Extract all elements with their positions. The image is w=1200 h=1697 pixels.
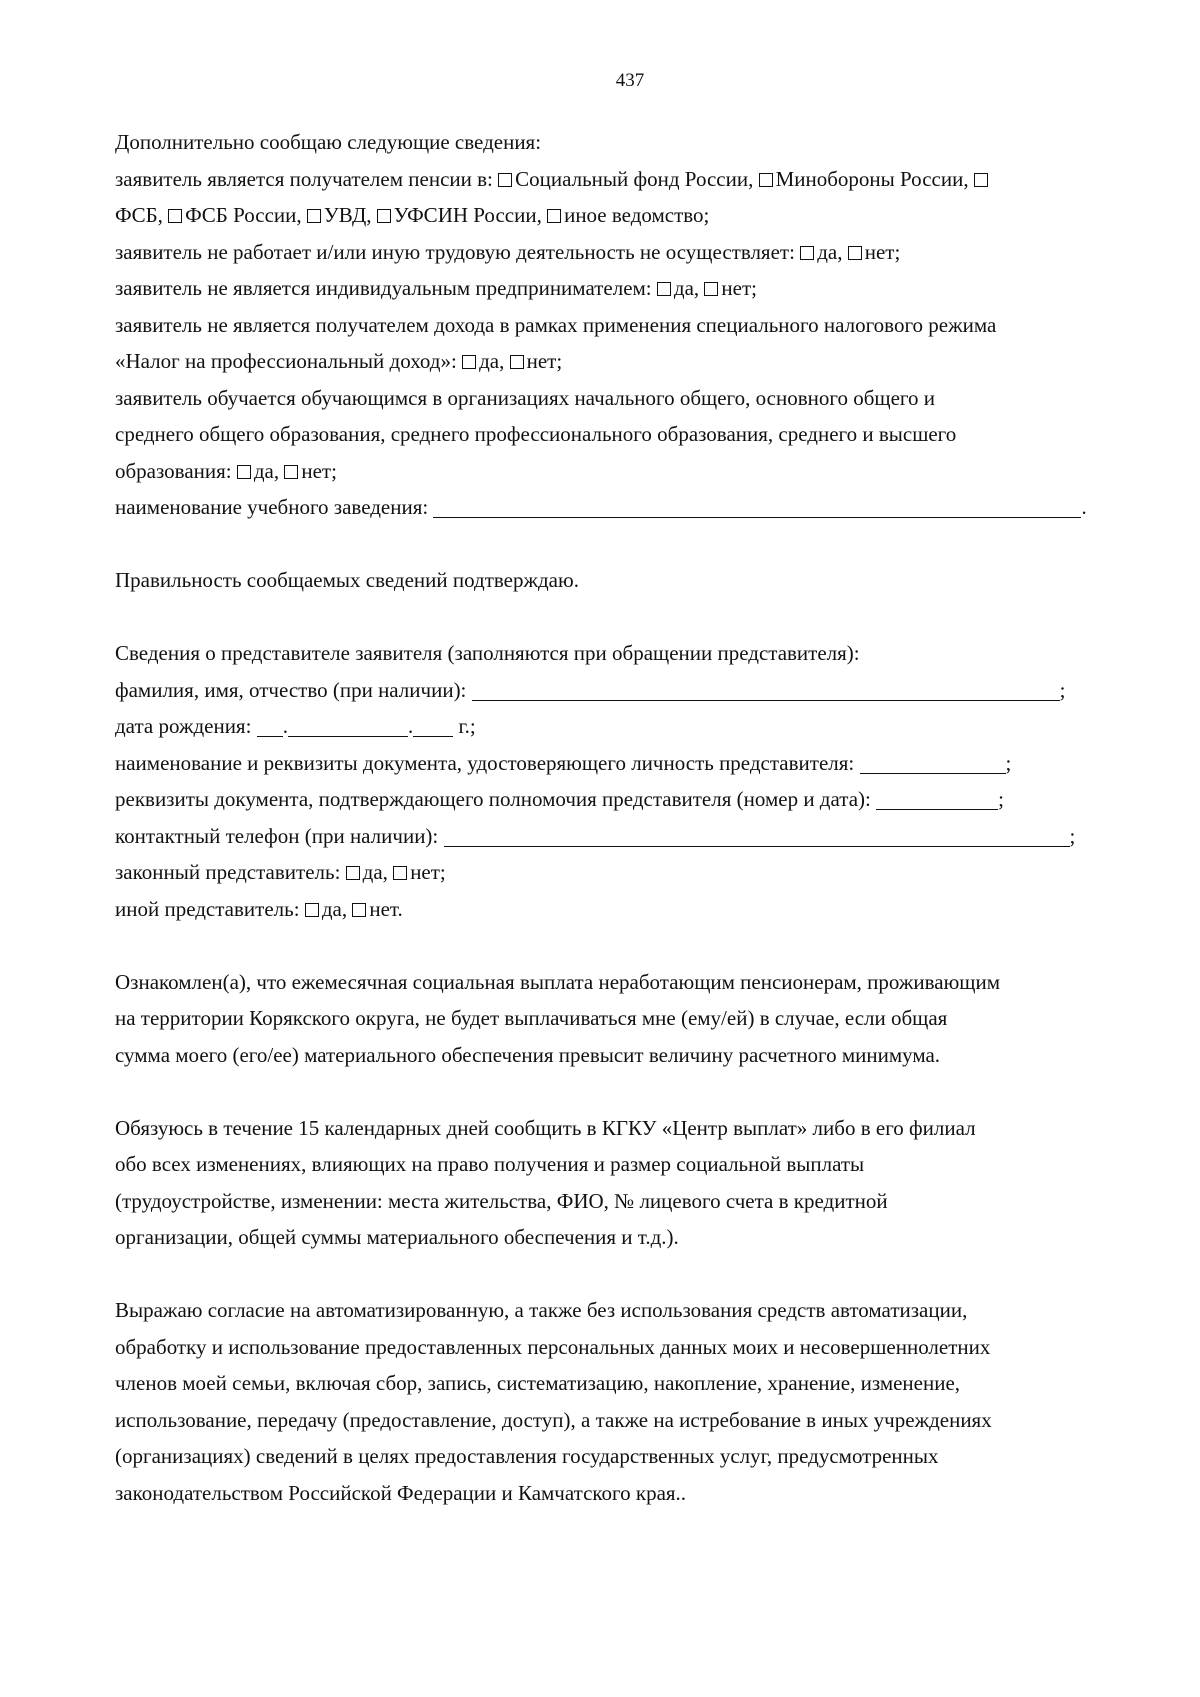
rep-full-name-row bbox=[115, 672, 1155, 709]
pension-uvd-label: УВД, bbox=[323, 203, 372, 227]
not-working-yes-checkbox[interactable] bbox=[800, 246, 814, 260]
rep-authority-doc-label: реквизиты документа, подтверждающего полномочия представителя (номер и дата): bbox=[115, 787, 871, 811]
student-no-checkbox[interactable] bbox=[284, 465, 298, 479]
no-label: нет; bbox=[301, 458, 337, 483]
school-name-row bbox=[115, 489, 1155, 526]
self-employed-yes-checkbox[interactable] bbox=[462, 355, 476, 369]
additional-info-intro: Дополнительно сообщаю следующие сведения: bbox=[115, 130, 542, 154]
rep-phone-label: контактный телефон (при наличии): bbox=[115, 823, 439, 848]
separator: . bbox=[282, 714, 288, 738]
consent-line-2: обработку и использование предоставленных персональных данных моих и несовершеннолетних bbox=[115, 1334, 991, 1359]
not-entrepreneur-label: заявитель не является индивидуальным предпринимателем: bbox=[115, 276, 652, 300]
consent-line-6: законодательством Российской Федерации и Камчатского края.. bbox=[115, 1480, 687, 1505]
acknowledgement-line-3: сумма моего (его/ее) материального обеспечения превысит величину расчетного минимума. bbox=[115, 1042, 941, 1067]
period: . bbox=[1081, 495, 1087, 519]
yes-label: да, bbox=[673, 276, 700, 300]
yes-label: да, bbox=[817, 239, 843, 264]
document-body bbox=[115, 124, 1155, 1511]
page-number: 437 bbox=[615, 70, 645, 91]
separator: . bbox=[407, 714, 414, 738]
rep-other-row bbox=[115, 891, 1155, 928]
school-name-label: наименование учебного заведения: bbox=[115, 495, 429, 519]
birth-month-field[interactable] bbox=[288, 714, 408, 737]
pension-fsb-russia-checkbox[interactable] bbox=[168, 209, 182, 223]
rep-birth-date-row bbox=[115, 708, 1155, 745]
semicolon: ; bbox=[998, 787, 1004, 811]
self-employed-row-2 bbox=[115, 343, 1155, 380]
birth-year-field[interactable] bbox=[413, 714, 453, 737]
no-label: нет; bbox=[721, 276, 757, 300]
pension-other-label: иное ведомство; bbox=[564, 203, 710, 227]
rep-full-name-field[interactable] bbox=[472, 678, 1060, 701]
rep-full-name-label: фамилия, имя, отчество (при наличии): bbox=[115, 677, 467, 702]
rep-identity-doc-label: наименование и реквизиты документа, удостоверяющего личность представителя: bbox=[115, 750, 855, 775]
confirmation-text: Правильность сообщаемых сведений подтверждаю. bbox=[115, 568, 579, 592]
pension-sfr-label: Социальный фонд России, bbox=[515, 166, 754, 191]
rep-other-yes-checkbox[interactable] bbox=[305, 903, 319, 917]
yes-label: да, bbox=[362, 860, 388, 884]
obligation-line-3: (трудоустройстве, изменении: места жительства, ФИО, № лицевого счета в кредитной bbox=[115, 1188, 888, 1213]
pension-mod-checkbox[interactable] bbox=[759, 173, 773, 187]
self-employed-no-checkbox[interactable] bbox=[510, 355, 524, 369]
not-entrepreneur-row bbox=[115, 270, 1155, 307]
semicolon: ; bbox=[1069, 823, 1076, 848]
pension-label: заявитель является получателем пенсии в: bbox=[115, 166, 493, 191]
representative-intro: Сведения о представителе заявителя (заполняются при обращении представителя): bbox=[115, 641, 860, 665]
acknowledgement-line-2: на территории Корякского округа, не будет выплачиваться мне (ему/ей) в случае, если общая bbox=[115, 1006, 948, 1030]
pension-fsb-checkbox[interactable] bbox=[974, 173, 988, 187]
pension-fsb-label: ФСБ, bbox=[115, 203, 163, 227]
consent-line-1: Выражаю согласие на автоматизированную, а также без использования средств автоматизации, bbox=[115, 1298, 968, 1322]
student-row-3 bbox=[115, 453, 1155, 490]
student-row-1: заявитель обучается обучающимся в организациях начального общего, основного общего и bbox=[115, 385, 935, 410]
rep-other-no-checkbox[interactable] bbox=[352, 903, 366, 917]
birth-day-field[interactable] bbox=[257, 714, 283, 737]
obligation-line-2: обо всех изменениях, влияющих на право получения и размер социальной выплаты bbox=[115, 1152, 865, 1176]
semicolon: ; bbox=[1005, 750, 1012, 775]
pension-sfr-checkbox[interactable] bbox=[498, 173, 512, 187]
student-row-2: среднего общего образования, среднего профессионального образования, среднего и высшего bbox=[115, 422, 957, 446]
consent-line-3: членов моей семьи, включая сбор, запись, систематизацию, накопление, хранение, изменение, bbox=[115, 1371, 961, 1395]
rep-other-label: иной представитель: bbox=[115, 896, 300, 921]
pension-fsb-russia-label: ФСБ России, bbox=[185, 203, 302, 227]
obligation-line-4: организации, общей суммы материального обеспечения и т.д.). bbox=[115, 1225, 679, 1249]
rep-legal-yes-checkbox[interactable] bbox=[346, 866, 360, 880]
rep-legal-row bbox=[115, 854, 1155, 891]
rep-authority-doc-field[interactable] bbox=[876, 787, 998, 810]
self-employed-label: «Налог на профессиональный доход»: bbox=[115, 349, 457, 373]
pension-row-2 bbox=[115, 197, 1155, 234]
pension-ufsin-label: УФСИН России, bbox=[393, 203, 542, 227]
no-label: нет; bbox=[526, 349, 563, 373]
school-name-field[interactable] bbox=[433, 495, 1081, 518]
semicolon: ; bbox=[1059, 677, 1066, 702]
not-working-label: заявитель не работает и/или иную трудовую деятельность не осуществляет: bbox=[115, 239, 795, 264]
student-label: образования: bbox=[115, 458, 232, 483]
no-label: нет; bbox=[864, 239, 901, 264]
rep-phone-field[interactable] bbox=[444, 824, 1070, 847]
not-entrepreneur-yes-checkbox[interactable] bbox=[657, 282, 671, 296]
consent-line-5: (организациях) сведений в целях предоставления государственных услуг, предусмотренных bbox=[115, 1444, 939, 1468]
no-label: нет; bbox=[410, 860, 446, 884]
yes-label: да, bbox=[253, 458, 280, 483]
consent-line-4: использование, передачу (предоставление, доступ), а также на истребование в иных учреждениях bbox=[115, 1407, 992, 1432]
rep-phone-row bbox=[115, 818, 1155, 855]
year-suffix: г.; bbox=[458, 714, 476, 738]
pension-ufsin-checkbox[interactable] bbox=[377, 209, 391, 223]
rep-identity-doc-field[interactable] bbox=[860, 751, 1006, 774]
rep-birth-date-label: дата рождения: bbox=[115, 714, 252, 738]
student-yes-checkbox[interactable] bbox=[237, 465, 251, 479]
not-entrepreneur-no-checkbox[interactable] bbox=[704, 282, 718, 296]
self-employed-row-1: заявитель не является получателем дохода в рамках применения специального налогового режима bbox=[115, 312, 997, 337]
yes-label: да, bbox=[321, 896, 348, 921]
obligation-line-1: Обязуюсь в течение 15 календарных дней сообщить в КГКУ «Центр выплат» либо в его филиал bbox=[115, 1115, 976, 1140]
no-label: нет. bbox=[369, 896, 403, 921]
pension-row-1 bbox=[115, 161, 1155, 198]
yes-label: да, bbox=[479, 349, 505, 373]
rep-legal-label: законный представитель: bbox=[115, 860, 341, 884]
pension-other-checkbox[interactable] bbox=[547, 209, 561, 223]
pension-mod-label: Минобороны России, bbox=[775, 166, 969, 191]
rep-legal-no-checkbox[interactable] bbox=[393, 866, 407, 880]
rep-authority-doc-row bbox=[115, 781, 1155, 818]
pension-uvd-checkbox[interactable] bbox=[307, 209, 321, 223]
rep-identity-doc-row bbox=[115, 745, 1155, 782]
not-working-row bbox=[115, 234, 1155, 271]
acknowledgement-line-1: Ознакомлен(а), что ежемесячная социальная выплата неработающим пенсионерам, проживающим bbox=[115, 969, 1000, 994]
not-working-no-checkbox[interactable] bbox=[848, 246, 862, 260]
